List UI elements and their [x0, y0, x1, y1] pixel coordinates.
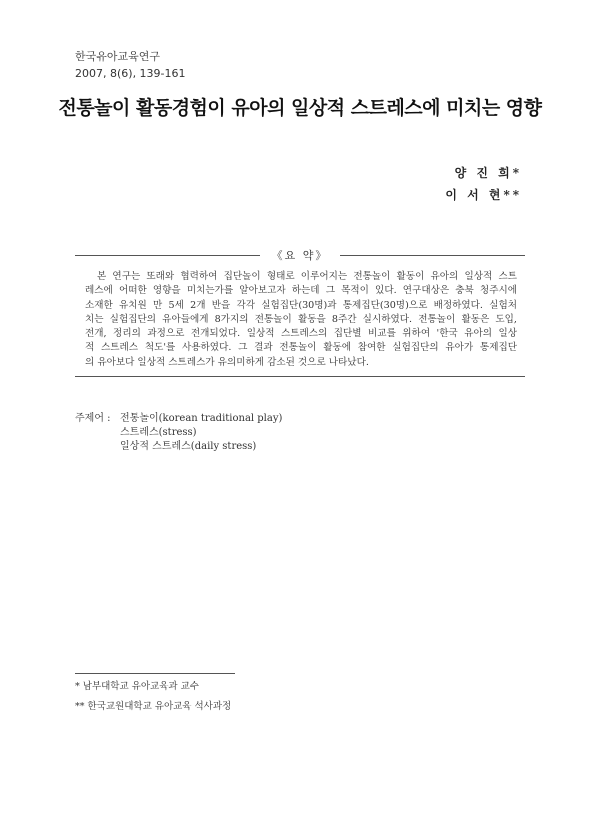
abstract-rule-left	[75, 255, 260, 256]
keyword-item: 일상적 스트레스(daily stress)	[120, 441, 257, 452]
keyword-row	[75, 440, 282, 454]
journal-info	[75, 48, 186, 82]
paper-title: 전통놀이 활동경험이 유아의 일상적 스트레스에 미치는 영향	[58, 97, 542, 119]
abstract-body	[85, 270, 517, 370]
footnote-rule	[75, 673, 235, 674]
abstract-line: 본 연구는 또래와 협력하여 집단놀이 형태로 이루어지는 전통놀이 활동이 유아의 일상적 스트	[97, 271, 517, 282]
author-list	[445, 162, 522, 206]
abstract-bottom-rule	[75, 376, 525, 377]
keyword-row	[75, 426, 282, 440]
author-1: 양 진 희*	[454, 166, 522, 180]
footnote-2: ** 한국교원대학교 유아교육 석사과정	[75, 701, 232, 712]
abstract-line: 전개, 정리의 과정으로 전개되었다. 일상적 스트레스의 집단별 비교를 위하여 '한국 유아의 일상	[85, 328, 517, 340]
abstract-line: 적 스트레스 척도'를 사용하였다. 그 결과 전통놀이 활동에 참여한 실험집단의 유아가 통제집단	[85, 342, 517, 354]
keyword-item: 전통놀이(korean traditional play)	[120, 413, 283, 424]
keyword-row	[75, 412, 282, 426]
abstract-line: 치는 실험집단의 유아들에게 8가지의 전통놀이 활동을 8주간 실시하였다. 전통놀이 활동은 도입,	[85, 313, 517, 325]
footnote-1: * 남부대학교 유아교육과 교수	[75, 681, 199, 692]
abstract-heading-label: 《요 약》	[271, 249, 329, 262]
abstract-line: 레스에 어떠한 영향을 미치는가를 알아보고자 하는데 그 목적이 있다. 연구대상은 충북 청주시에	[85, 285, 517, 297]
abstract-rule-right	[340, 255, 525, 256]
abstract-line: 소재한 유치원 만 5세 2개 반을 각각 실험집단(30명)과 통제집단(30명)으로 배정하였다. 실험처	[85, 299, 517, 311]
abstract-line: 의 유아보다 일상적 스트레스가 유의미하게 감소된 것으로 나타났다.	[85, 356, 369, 368]
author-2: 이 서 현**	[445, 188, 522, 202]
abstract-heading	[75, 245, 525, 265]
keywords	[75, 412, 282, 454]
journal-name: 한국유아교육연구	[75, 50, 161, 63]
keywords-label: 주제어 :	[75, 413, 111, 424]
journal-citation: 2007, 8(6), 139-161	[75, 67, 186, 80]
footnotes	[75, 680, 231, 720]
keyword-item: 스트레스(stress)	[120, 427, 197, 438]
